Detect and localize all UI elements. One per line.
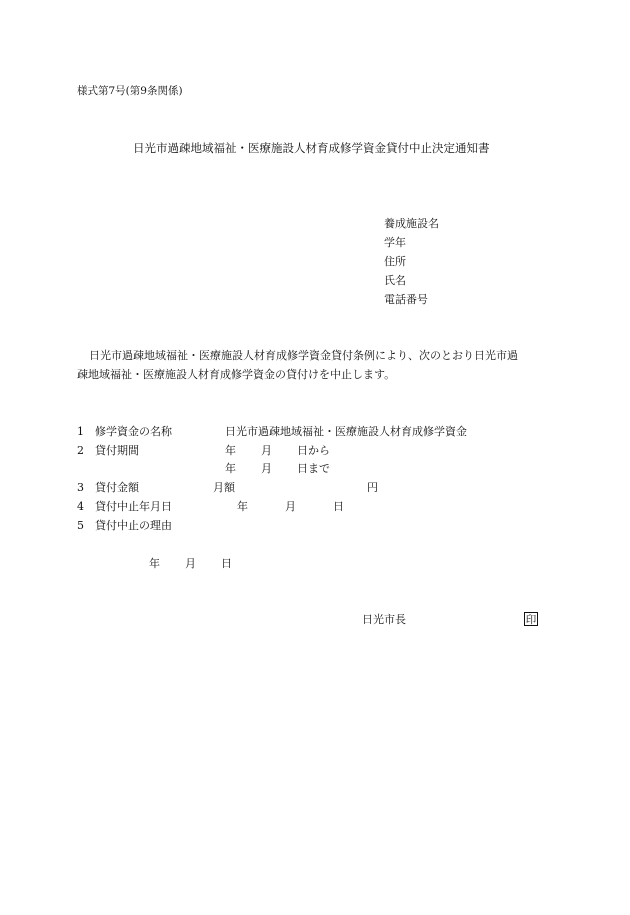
item-1-number: 1 [77,425,84,438]
item-1-label: 修学資金の名称 [95,425,172,438]
item-2-label: 貸付期間 [95,444,139,457]
recipient-facility-label: 養成施設名 [384,217,439,230]
item-3-yen: 円 [367,481,378,494]
item-2-to-year: 年 [225,462,236,475]
item-2-from-year: 年 [225,444,236,457]
seal-mark: 印 [525,614,537,626]
recipient-phone-label: 電話番号 [384,293,428,306]
signer-title: 日光市長 [362,613,406,626]
recipient-grade-label: 学年 [384,236,406,249]
document-title: 日光市過疎地域福祉・医療施設人材育成修学資金貸付中止決定通知書 [133,141,490,155]
recipient-address-label: 住所 [384,255,406,268]
item-4-year: 年 [237,500,248,513]
issue-date-year: 年 [149,557,160,570]
item-4-day: 日 [333,500,344,513]
item-2-from-day: 日から [297,444,330,457]
item-2-to-day: 日まで [297,462,330,475]
item-4-label: 貸付中止年月日 [95,500,172,513]
item-5-number: 5 [77,519,84,532]
item-3-number: 3 [77,481,84,494]
item-5-label: 貸付中止の理由 [95,519,172,532]
item-1-value: 日光市過疎地域福祉・医療施設人材育成修学資金 [225,425,467,438]
issue-date-month: 月 [185,557,196,570]
item-3-label: 貸付金額 [95,481,139,494]
item-4-month: 月 [285,500,296,513]
item-4-number: 4 [77,500,84,513]
item-2-number: 2 [77,444,84,457]
body-paragraph-line-1: 日光市過疎地域福祉・医療施設人材育成修学資金貸付条例により、次のとおり日光市過 [89,349,518,362]
recipient-name-label: 氏名 [384,274,406,287]
body-paragraph-line-2: 疎地域福祉・医療施設人材育成修学資金の貸付けを中止します。 [77,368,396,381]
form-number: 様式第7号(第9条関係) [77,85,183,97]
issue-date-day: 日 [221,557,232,570]
item-2-from-month: 月 [261,444,272,457]
item-2-to-month: 月 [261,462,272,475]
item-3-monthly: 月額 [213,481,235,494]
